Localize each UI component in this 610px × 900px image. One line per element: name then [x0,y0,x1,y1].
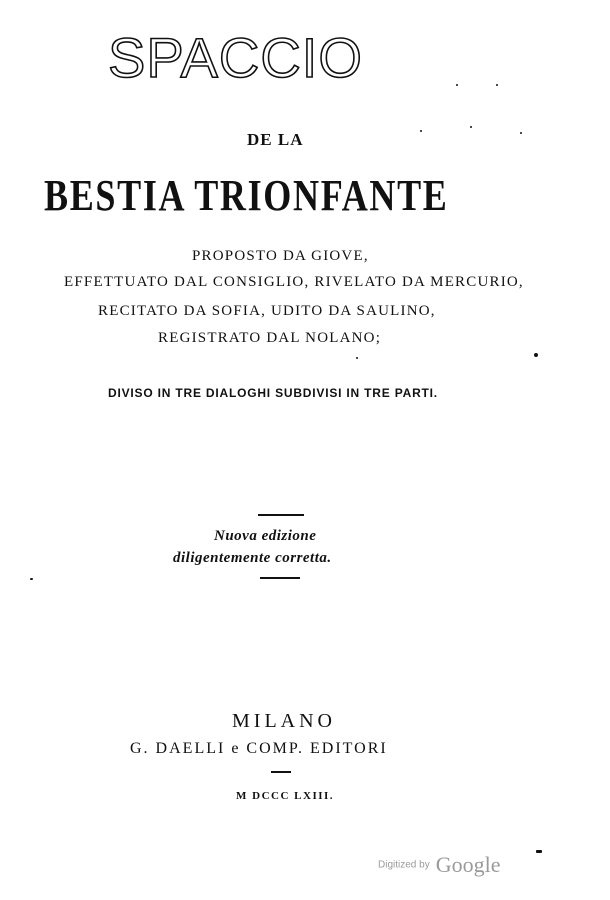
subtitle-line-2: EFFETTUATO DAL CONSIGLIO, RIVELATO DA MERCURIO, [64,274,524,290]
divider-rule-top [258,514,304,516]
divider-rule-middle [260,577,300,579]
division-note: DIVISO IN TRE DIALOGHI SUBDIVISI IN TRE PARTI. [108,386,438,400]
title-spaccio: SPACCIO [108,26,363,89]
print-speck [356,357,358,359]
subtitle-line-3: RECITATO DA SOFIA, UDITO DA SAULINO, [98,303,436,319]
print-speck [30,578,33,580]
title-bestia-trionfante: BESTIA TRIONFANTE [44,171,449,220]
edition-line-2: diligentemente corretta. [173,550,332,566]
google-logo: Google [435,852,501,877]
print-speck [534,353,538,357]
print-speck [420,130,422,132]
subtitle-line-1: PROPOSTO DA GIOVE, [192,248,369,264]
print-speck [536,850,542,853]
print-speck [496,84,498,86]
imprint-year: M DCCC LXIII. [236,790,335,802]
edition-line-1: Nuova edizione [214,528,317,544]
title-connector: DE LA [247,130,304,149]
print-speck [520,132,522,134]
print-speck [456,84,458,86]
digitized-watermark [378,852,500,878]
watermark-prefix: Digitized by [378,859,430,871]
divider-rule-bottom [271,771,291,773]
print-speck [470,126,472,128]
subtitle-line-4: REGISTRATO DAL NOLANO; [158,330,382,346]
imprint-publisher: G. DAELLI e COMP. EDITORI [130,740,388,757]
imprint-city: MILANO [232,710,336,732]
